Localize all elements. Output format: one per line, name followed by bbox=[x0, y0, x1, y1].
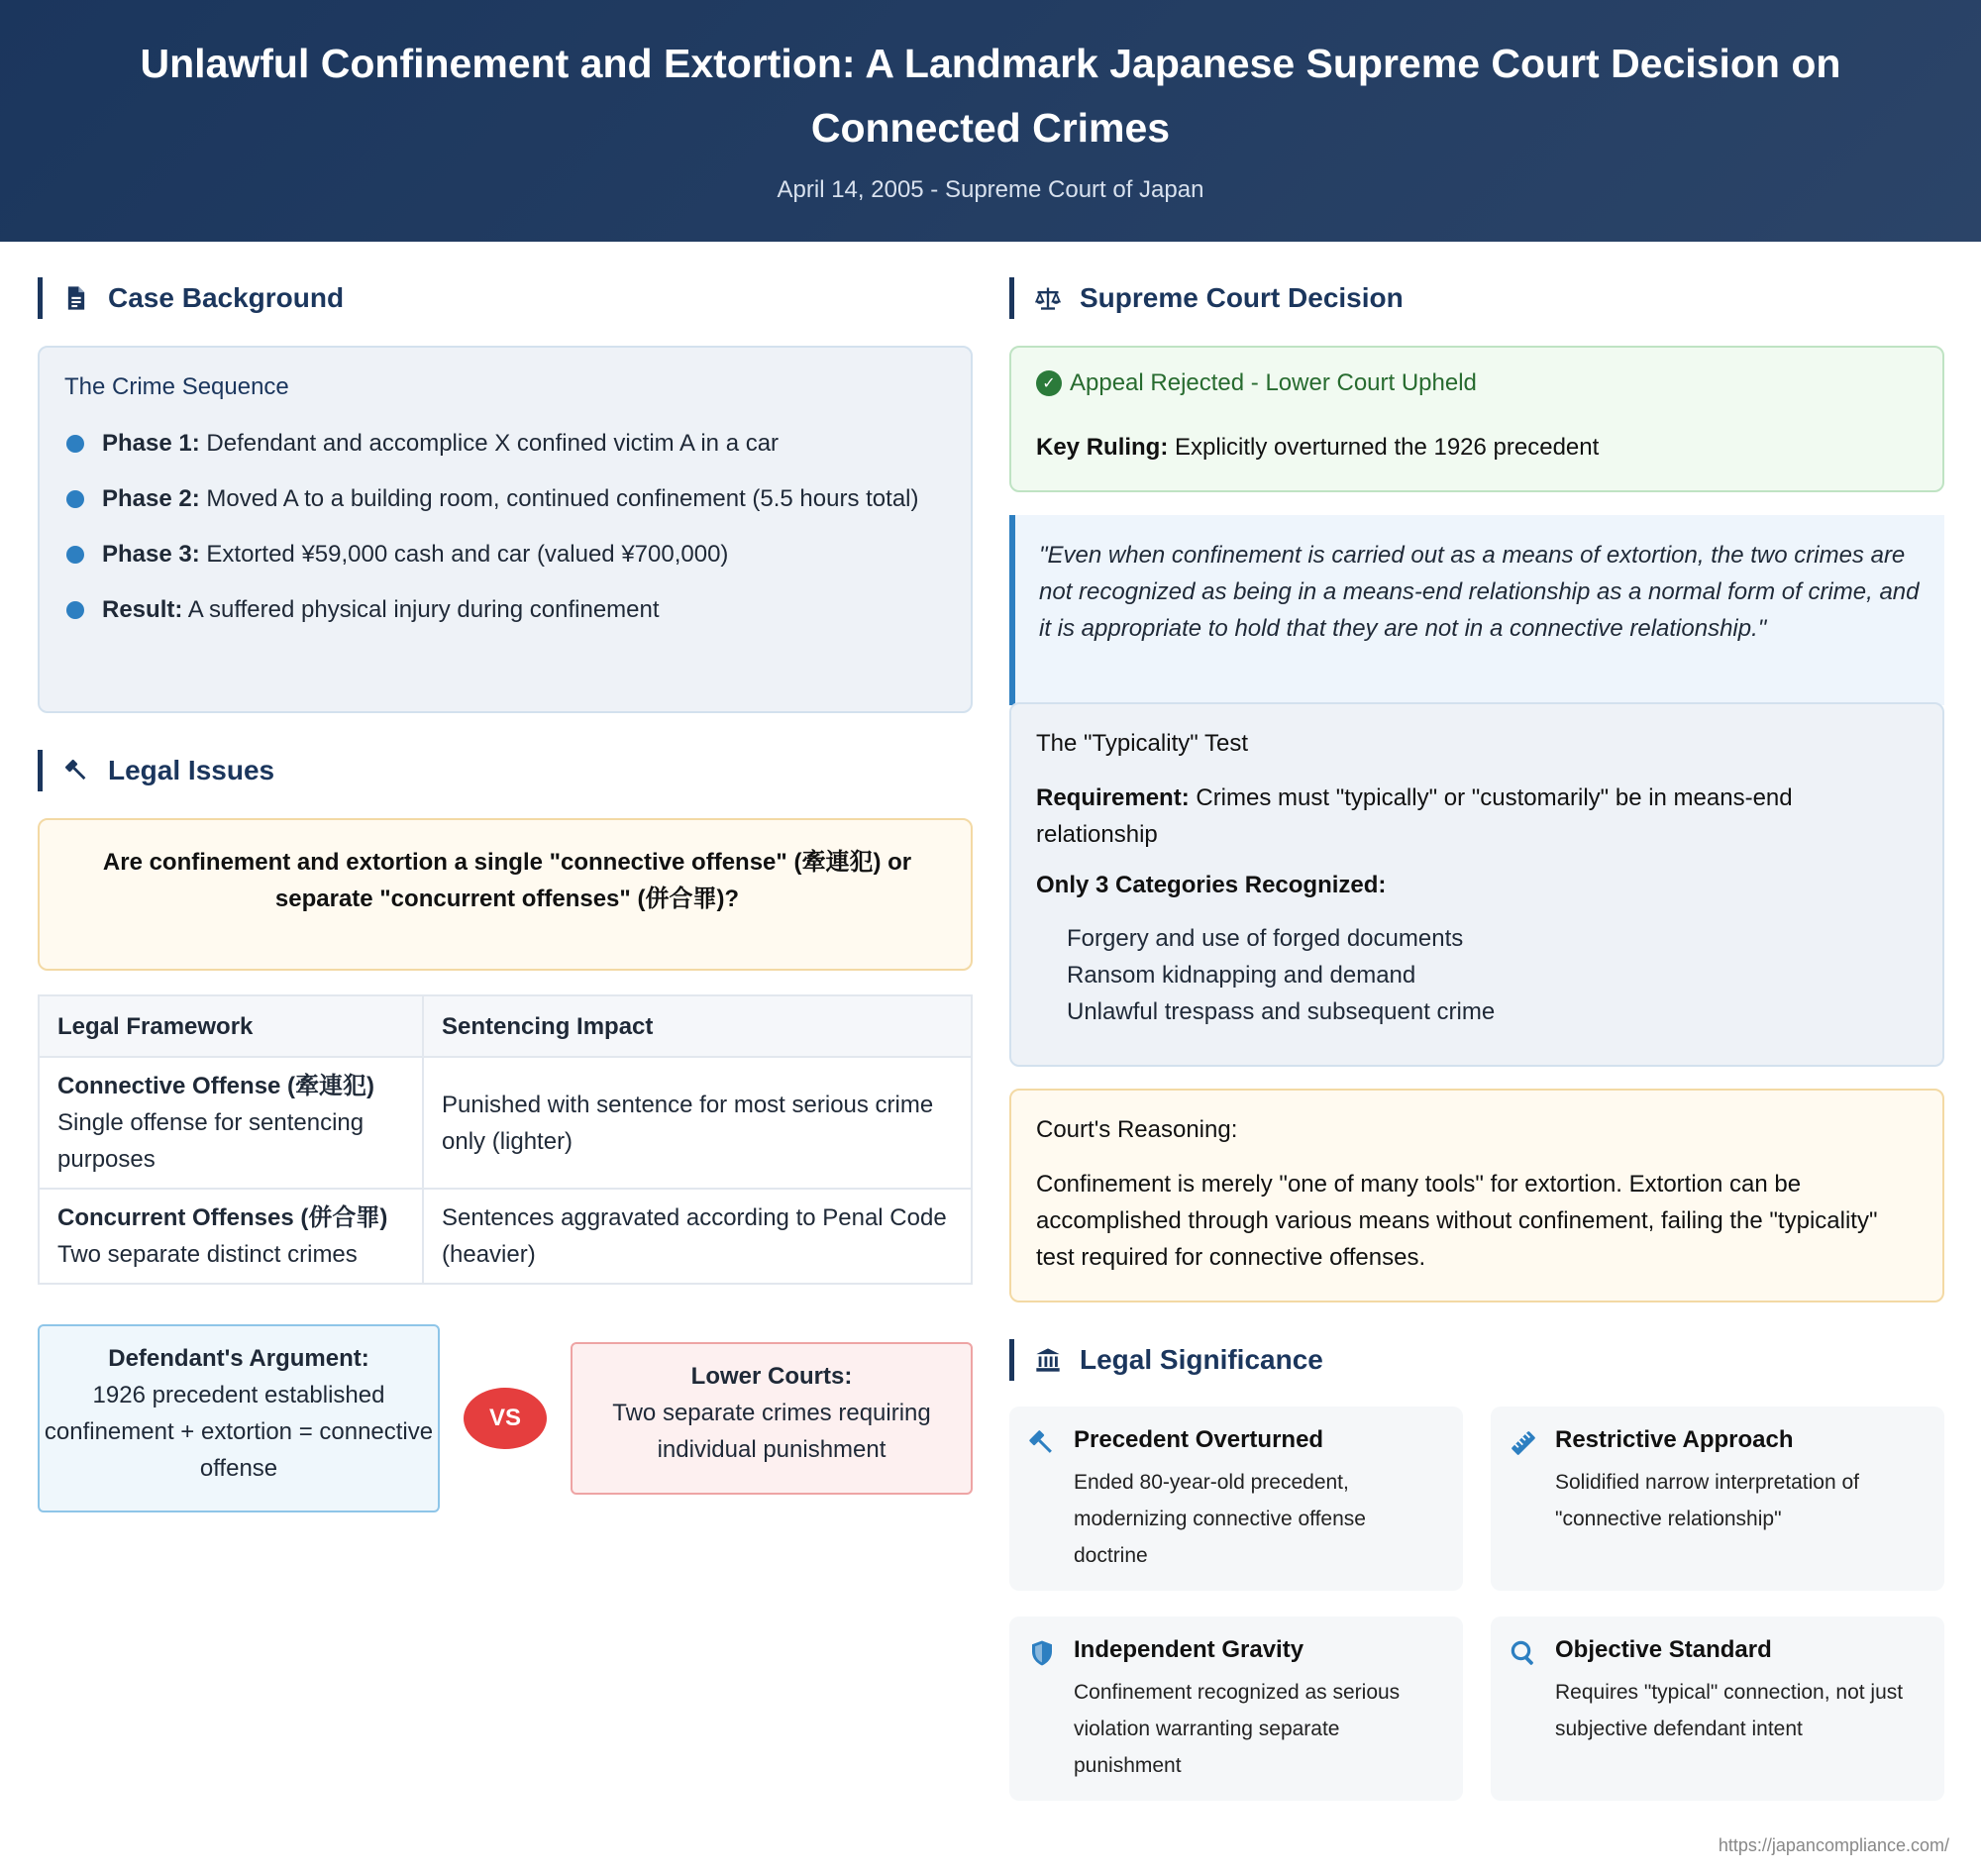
section-title: Case Background bbox=[108, 282, 345, 313]
card-title: Precedent Overturned bbox=[1074, 1426, 1324, 1453]
table-cell: Sentences aggravated according to Penal Code (heavier) bbox=[423, 1189, 972, 1284]
bank-icon bbox=[1032, 1344, 1064, 1376]
framework-name: Connective Offense (牽連犯) bbox=[57, 1073, 375, 1099]
item-text: A suffered physical injury during confinement bbox=[187, 596, 660, 623]
section-title: Legal Issues bbox=[108, 755, 275, 785]
scales-icon bbox=[1032, 282, 1064, 314]
list-item: Forgery and use of forged documents bbox=[1067, 925, 1464, 952]
requirement-text: Crimes must "typically" or "customarily" be in means-end relationship bbox=[1036, 784, 1793, 848]
column-header: Sentencing Impact bbox=[423, 995, 972, 1057]
lower-courts-text: Two separate crimes requiring individual punishment bbox=[612, 1400, 931, 1463]
key-ruling bbox=[1036, 429, 1908, 466]
framework-name: Concurrent Offenses (併合罪) bbox=[57, 1204, 388, 1231]
test-requirement bbox=[1036, 780, 1908, 853]
categories-list bbox=[1067, 920, 1899, 1030]
argument-comparison bbox=[38, 0, 973, 1876]
card-text: Solidified narrow interpretation of "connective relationship" bbox=[1555, 1471, 1860, 1530]
supreme-court-decision-heading bbox=[1009, 277, 1404, 319]
section-title: Supreme Court Decision bbox=[1080, 282, 1404, 313]
item-text: Extorted ¥59,000 cash and car (valued ¥700,000) bbox=[206, 541, 729, 568]
card-title: Independent Gravity bbox=[1074, 1636, 1304, 1663]
card-text: Ended 80-year-old precedent, modernizing connective offense doctrine bbox=[1074, 1471, 1366, 1567]
item-text: Moved A to a building room, continued confinement (5.5 hours total) bbox=[206, 485, 919, 512]
defendant-argument-text: 1926 precedent established confinement + extortion = connective offense bbox=[44, 1382, 434, 1482]
item-label: Phase 2: bbox=[102, 485, 200, 512]
decision-status bbox=[1036, 369, 1477, 397]
search-icon bbox=[1509, 1638, 1538, 1668]
significance-card bbox=[1009, 1616, 1463, 1801]
categories-label: Only 3 Categories Recognized: bbox=[1036, 872, 1387, 898]
decision-status-text: Appeal Rejected - Lower Court Upheld bbox=[1070, 369, 1477, 396]
hammer-icon bbox=[1027, 1428, 1057, 1458]
defendant-argument-title: Defendant's Argument: bbox=[108, 1345, 369, 1372]
vs-badge: VS bbox=[464, 1388, 547, 1449]
page-title: Unlawful Confinement and Extortion: A Landmark Japanese Supreme Court Decision on Connected Crimes bbox=[140, 41, 1841, 151]
issue-question: Are confinement and extortion a single "connective offense" (牽連犯) or separate "concurrent offenses" (併合罪)? bbox=[102, 849, 912, 912]
decision-outcome-box bbox=[1009, 346, 1944, 492]
shield-icon bbox=[1027, 1638, 1057, 1668]
section-title: Legal Significance bbox=[1080, 1344, 1323, 1375]
defendant-argument-box bbox=[38, 1324, 440, 1512]
court-reasoning-box bbox=[1009, 1089, 1944, 1303]
card-text: Requires "typical" connection, not just subjective defendant intent bbox=[1555, 1681, 1904, 1740]
item-label: Phase 1: bbox=[102, 430, 200, 457]
significance-card bbox=[1009, 1407, 1463, 1591]
box-title: Court's Reasoning: bbox=[1036, 1116, 1238, 1143]
reasoning-text: Confinement is merely "one of many tools" for extortion. Extortion can be accomplished through various means without confinement, failing the "typicality" test required for connective offenses. bbox=[1036, 1171, 1878, 1271]
footer-url[interactable]: https://japancompliance.com/ bbox=[1718, 1835, 1949, 1855]
lower-courts-title: Lower Courts: bbox=[690, 1363, 853, 1390]
key-ruling-text: Explicitly overturned the 1926 precedent bbox=[1175, 434, 1600, 461]
legal-significance-heading bbox=[1009, 1339, 1323, 1381]
list-item: Ransom kidnapping and demand bbox=[1067, 962, 1416, 989]
table-cell: Punished with sentence for most serious crime only (lighter) bbox=[423, 1057, 972, 1189]
ruler-icon bbox=[1509, 1428, 1538, 1458]
list-item: Unlawful trespass and subsequent crime bbox=[1067, 998, 1496, 1025]
framework-desc: Two separate distinct crimes bbox=[57, 1241, 358, 1268]
framework-desc: Single offense for sentencing purposes bbox=[57, 1109, 365, 1173]
column-header: Legal Framework bbox=[39, 995, 423, 1057]
significance-card bbox=[1491, 1616, 1944, 1801]
key-ruling-label: Key Ruling: bbox=[1036, 434, 1169, 461]
item-label: Phase 3: bbox=[102, 541, 200, 568]
card-text: Confinement recognized as serious violation warranting separate punishment bbox=[1074, 1681, 1401, 1777]
card-title: Objective Standard bbox=[1555, 1636, 1772, 1663]
item-text: Defendant and accomplice X confined victim A in a car bbox=[206, 430, 780, 457]
lower-courts-box bbox=[571, 1342, 973, 1495]
court-quote: "Even when confinement is carried out as a means of extortion, the two crimes are not recognized as being in a means-end relationship as a normal form of crime, and it is appropriate to hold that they are not in a connective relationship." bbox=[1039, 542, 1920, 642]
requirement-label: Requirement: bbox=[1036, 784, 1190, 811]
typicality-test-box bbox=[1009, 702, 1944, 1067]
court-quote-box bbox=[1009, 515, 1944, 705]
card-title: Restrictive Approach bbox=[1555, 1426, 1794, 1453]
box-title: The Crime Sequence bbox=[64, 373, 289, 400]
check-circle-icon: ✓ bbox=[1036, 370, 1062, 396]
box-title: The "Typicality" Test bbox=[1036, 730, 1249, 757]
item-label: Result: bbox=[102, 596, 183, 623]
page-subtitle: April 14, 2005 - Supreme Court of Japan bbox=[777, 176, 1204, 203]
significance-card bbox=[1491, 1407, 1944, 1591]
